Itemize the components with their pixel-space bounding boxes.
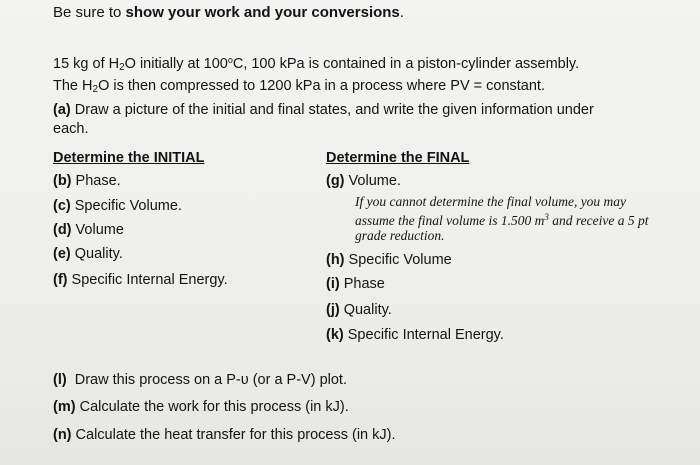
- part-a-text-1: Draw a picture of the initial and final states, and write the given information under: [70, 102, 594, 118]
- final-volume-note: If you cannot determine the final volume, you may assume the final volume is 1.500 $m^3$ and receive a 5 pt grade reduction.: [355, 194, 649, 243]
- final-item-j: (j) Quality.: [326, 302, 392, 318]
- final-item-i: (i) Phase: [326, 276, 385, 292]
- problem-statement: [53, 51, 579, 99]
- question-n: (n) Calculate the heat transfer for this process (in kJ).: [53, 427, 396, 443]
- final-item-h: (h) Specific Volume: [326, 252, 452, 268]
- question-m: (m) Calculate the work for this process (in kJ).: [53, 399, 349, 415]
- final-column-title: Determine the FINAL: [326, 150, 470, 166]
- heading-bold: show your work and your conversions: [125, 4, 400, 21]
- problem-line-2: The $H_2O$ is then compressed to 1200 kPa in a process where PV = constant.: [53, 78, 545, 95]
- initial-column-title: Determine the INITIAL: [53, 150, 205, 166]
- final-item-k: (k) Specific Internal Energy.: [326, 327, 504, 343]
- initial-item-d: (d) Volume: [53, 222, 124, 238]
- part-a-label: (a): [53, 102, 71, 118]
- final-item-g: (g) Volume.: [326, 173, 401, 189]
- instructions-heading: [53, 4, 404, 21]
- initial-item-f: (f) Specific Internal Energy.: [53, 272, 228, 288]
- part-a: [53, 101, 594, 139]
- question-l: (l) Draw this process on a P-υ (or a P-V) plot.: [53, 372, 347, 388]
- problem-line-1: 15 kg of $H_2O$ initially at 100$^o$C, 100 kPa is contained in a piston-cylinder assembly.: [53, 55, 580, 73]
- heading-prefix: Be sure to: [53, 4, 126, 21]
- part-a-text-2: each.: [53, 121, 89, 137]
- initial-item-b: (b) Phase.: [53, 173, 121, 189]
- heading-suffix: .: [399, 4, 404, 21]
- initial-item-e: (e) Quality.: [53, 246, 123, 262]
- initial-item-c: (c) Specific Volume.: [53, 198, 182, 214]
